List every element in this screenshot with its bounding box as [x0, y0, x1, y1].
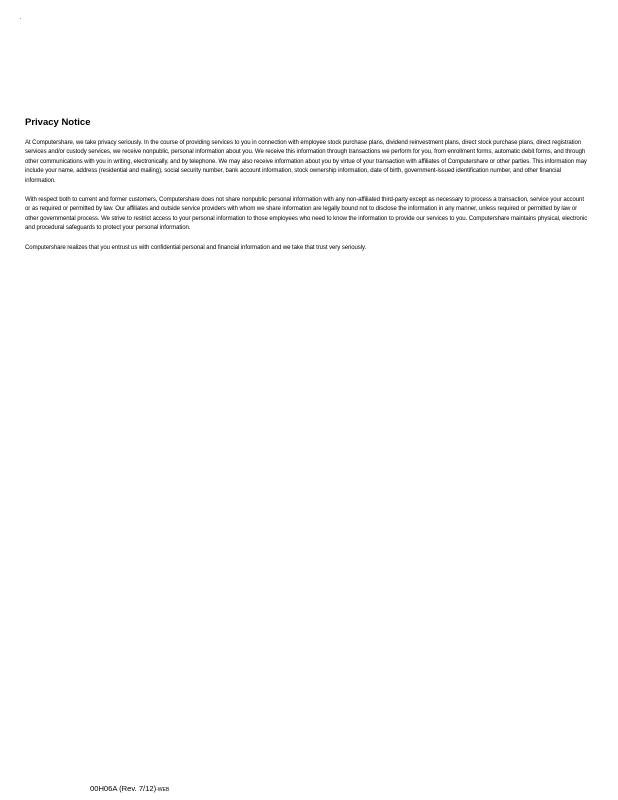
- notice-body: [25, 139, 590, 253]
- paragraph-sharing: With respect both to current and former customers, Computershare does not share nonpublic personal information with any non-affiliated third-party except as necessary to process a transaction, service your account or as required or permitted by law. Our affiliates and outside service providers with whom we share information are legally bound not to disclose the information in any manner, unless required or permitted by law or other governmental process. We strive to restrict access to your personal information to those employees who need to know the information to provide our services to you. Computershare maintains physical, electronic and procedural safeguards to protect your personal information.: [25, 197, 588, 232]
- paragraph-trust: Computershare realizes that you entrust us with confidential personal and financial information and we take that trust very seriously.: [25, 244, 367, 251]
- form-code-suffix: -WEB: [156, 787, 170, 793]
- form-code: 00H06A (Rev. 7/12): [90, 784, 157, 793]
- page-title: Privacy Notice: [25, 117, 91, 128]
- form-code-footer: [90, 784, 169, 793]
- scan-speck: [20, 18, 21, 19]
- paragraph-collection: At Computershare, we take privacy seriously. In the course of providing services to you in connection with employee stock purchase plans, dividend reinvestment plans, direct stock purchase plans, direct registration services and/or custody services, we receive nonpublic, personal information about you. We receive this information through transactions we perform for you, from enrollment forms, automatic debit forms, and through other communications with you in writing, electronically, and by telephone. We may also receive information about you by virtue of your transaction with affiliates of Computershare or other parties. This information may include your name, address (residential and mailing), social security number, bank account information, stock ownership information, date of birth, government-issued identification number, and other financial information.: [25, 140, 587, 184]
